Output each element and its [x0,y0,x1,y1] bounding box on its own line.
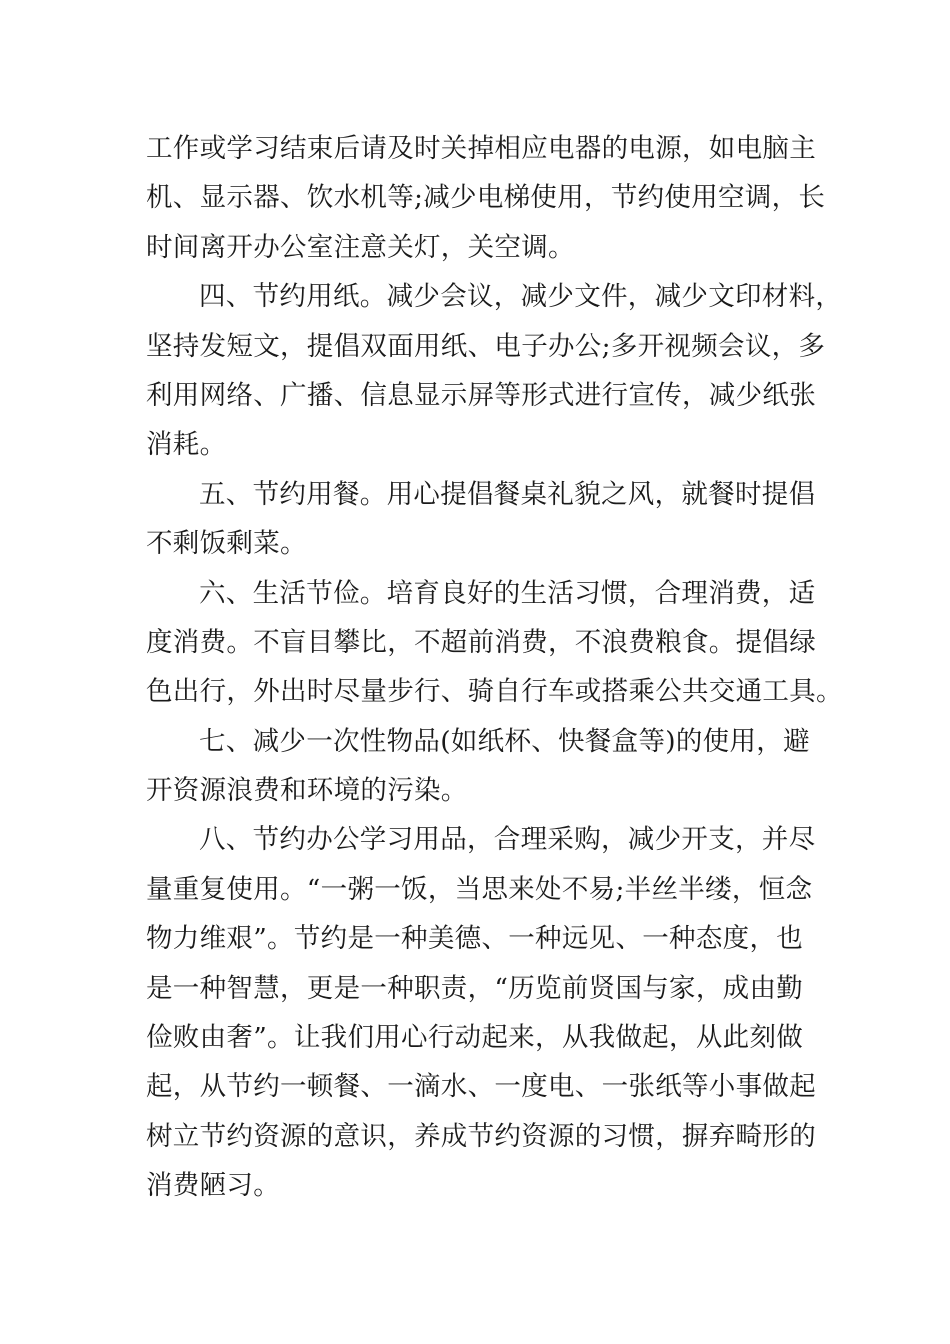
text-line: 机、显示器、饮水机等;减少电梯使用，节约使用空调，长 [146,182,826,214]
text-line: 物力维艰”。节约是一种美德、一种远见、一种态度，也 [146,923,804,955]
paragraph-eight [146,815,818,1210]
text-line: 消耗。 [146,429,227,461]
text-line: 工作或学习结束后请及时关掉相应电器的电源，如电脑主 [146,133,816,164]
text-line: 六、生活节俭。培育良好的生活习惯，合理消费，适 [199,577,816,609]
text-line: 度消费。不盲目攀比，不超前消费，不浪费粮食。提倡绿 [146,626,816,658]
text-line: 量重复使用。“一粥一饭，当思来处不易;半丝半缕，恒念 [146,873,813,905]
text-line: 起，从节约一顿餐、一滴水、一度电、一张纸等小事做起 [146,1071,816,1103]
paragraph-five [146,470,818,569]
paragraph-four [146,272,843,470]
text-line: 不剩饭剩菜。 [146,528,307,560]
text-line: 消费陋习。 [146,1170,280,1202]
text-line: 八、节约办公学习用品，合理采购，减少开支，并尽 [199,824,816,856]
text-line: 色出行，外出时尽量步行、骑自行车或搭乘公共交通工具。 [146,676,843,708]
text-line: 俭败由奢”。让我们用心行动起来，从我做起，从此刻做 [146,1022,804,1054]
paragraph-six [146,569,843,717]
text-line: 七、减少一次性物品(如纸杯、快餐盒等)的使用，避 [199,725,810,757]
text-line: 利用网络、广播、信息显示屏等形式进行宣传，减少纸张 [146,379,816,411]
paragraph-continuation [146,124,826,272]
document-body [146,124,843,1211]
text-line: 时间离开办公室注意关灯，关空调。 [146,231,575,263]
text-line: 四、节约用纸。减少会议，减少文件，减少文印材料， [199,281,843,313]
text-line: 坚持发短文，提倡双面用纸、电子办公;多开视频会议，多 [146,330,826,362]
text-line: 是一种智慧，更是一种职责，“历览前贤国与家，成由勤 [146,972,804,1004]
paragraph-seven [146,717,818,816]
text-line: 五、节约用餐。用心提倡餐桌礼貌之风，就餐时提倡 [199,478,816,510]
text-line: 开资源浪费和环境的污染。 [146,775,468,807]
text-line: 树立节约资源的意识，养成节约资源的习惯，摒弃畸形的 [146,1120,816,1152]
